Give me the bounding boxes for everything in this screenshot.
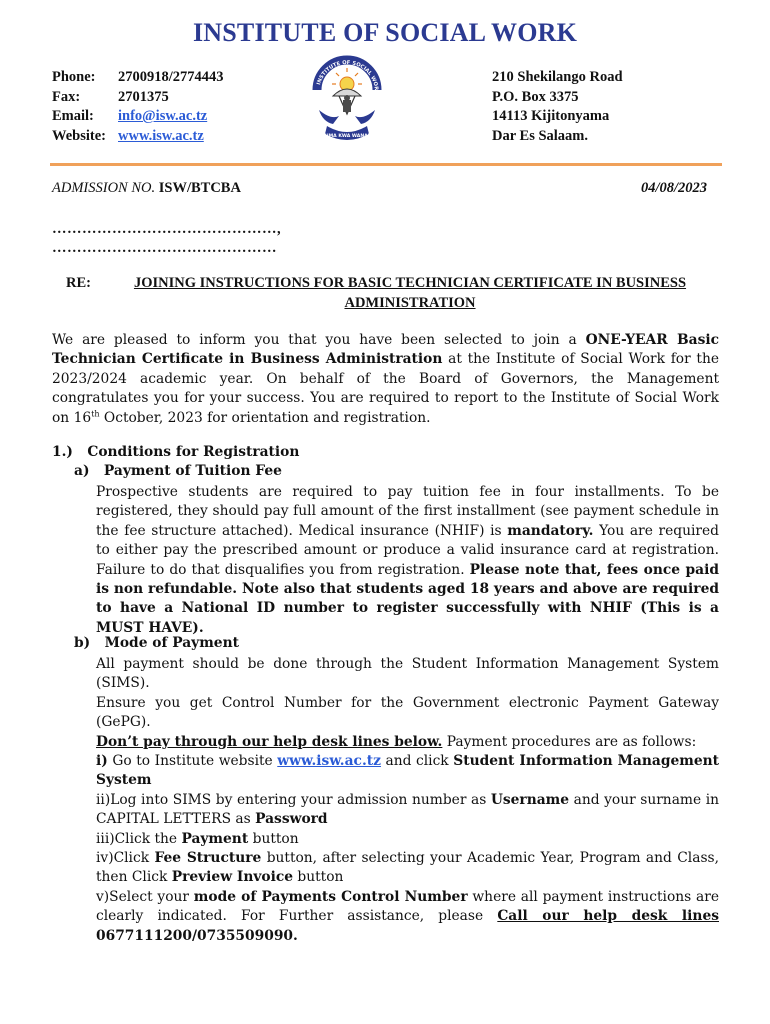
step-2 <box>96 791 719 830</box>
payment-text: Payment procedures are as follows: <box>446 733 697 750</box>
recipient-line: ………………………………………, <box>52 221 282 237</box>
email-label: Email: <box>52 108 94 124</box>
fee-structure-term: Fee Structure <box>154 850 262 867</box>
step-4 <box>96 849 719 888</box>
address-line: P.O. Box 3375 <box>492 88 579 105</box>
fax-number: 2701375 <box>118 88 169 105</box>
tuition-text: Prospective students are required to pay tuition fee in four installments. To be registered, they should pay full amount of the first installment (see payment schedule in the fee structure attached). Medical insurance (NHIF) is <box>96 484 719 539</box>
step-text: button <box>297 869 344 886</box>
tuition-text: You are required to either pay the prescribed amount or produce a valid insurance card at registration. Failure to do that disqualifies you from registration. <box>96 522 719 578</box>
username-term: Username <box>490 791 570 808</box>
header-divider <box>50 163 722 166</box>
subsection-heading-b: b) Mode of Payment <box>74 635 239 651</box>
contact-block <box>52 68 224 146</box>
intro-text: at the Institute of Social Work for the 2023/2024 academic year. On behalf of the Board of Governors, the Management congratulates you for your success. You are required to report to the Institute of Social Work on 16 <box>52 351 720 426</box>
step-text: button, after selecting your Academic Year, Program and Class, then Click <box>96 850 719 886</box>
re-label: RE: <box>66 275 91 291</box>
re-subject: JOINING INSTRUCTIONS FOR BASIC TECHNICIAN CERTIFICATE IN BUSINESS ADMINISTRATION <box>133 275 687 311</box>
institute-logo <box>303 52 391 152</box>
step-text: and your surname in CAPITAL LETTERS as <box>96 791 720 828</box>
institute-title: INSTITUTE OF SOCIAL WORK <box>192 18 578 47</box>
tuition-paragraph <box>96 483 719 638</box>
website-label: Website: <box>52 127 106 144</box>
section-heading: 1.) Conditions for Registration <box>52 444 300 460</box>
step-text: v)Select your <box>96 888 189 905</box>
website-link[interactable]: www.isw.ac.tz <box>118 127 204 144</box>
phone-number: 2700918/2774443 <box>118 69 224 85</box>
step-text: button <box>252 830 299 847</box>
letter-date: 04/08/2023 <box>640 180 707 196</box>
step-number: i) <box>96 753 108 770</box>
address-line: Dar Es Salaam. <box>492 127 589 144</box>
phone-label: Phone: <box>52 69 96 85</box>
logo-motto: HUDUMA KWA WANANCHI <box>313 134 381 139</box>
preview-invoice-term: Preview Invoice <box>171 869 293 886</box>
payment-text: Ensure you get Control Number for the Government electronic Payment Gateway (GePG). <box>96 694 719 731</box>
logo-top-text: INSTITUTE OF SOCIAL WOR <box>316 59 379 91</box>
step-3 <box>96 830 719 849</box>
email-link[interactable]: info@isw.ac.tz <box>118 108 208 124</box>
step-text: iv)Click <box>96 850 150 867</box>
step-1 <box>96 752 719 791</box>
recipient-placeholder <box>52 220 281 258</box>
subject-line <box>66 274 716 313</box>
payment-paragraph <box>96 655 719 946</box>
admission-label: ADMISSION NO. <box>52 180 156 196</box>
intro-text: October, 2023 for orientation and registration. <box>103 409 431 426</box>
recipient-line: ……………………………………… <box>52 240 277 256</box>
payment-procedures-line <box>96 733 719 752</box>
step-5 <box>96 888 719 946</box>
address-block <box>492 68 623 146</box>
program-name: ONE-YEAR Basic Technician Certificate in Business Administration <box>52 332 720 368</box>
address-line: 14113 Kijitonyama <box>492 108 610 124</box>
fax-label: Fax: <box>52 88 81 105</box>
admission-number <box>52 180 241 197</box>
step-text: ii)Log into SIMS by entering your admission number as <box>96 791 487 808</box>
password-term: Password <box>255 811 328 828</box>
mandatory-text: mandatory. <box>507 522 594 539</box>
step-text: iii)Click the <box>96 830 178 847</box>
intro-paragraph <box>52 331 719 428</box>
subsection-heading-a: a) Payment of Tuition Fee <box>74 463 282 479</box>
helpdesk-phone: 0677111200/0735509090. <box>96 927 298 944</box>
intro-text: We are pleased to inform you that you have been selected to join a <box>52 332 577 348</box>
address-line: 210 Shekilango Road <box>492 69 623 85</box>
helpdesk-warning: Don’t pay through our help desk lines below. <box>96 733 443 750</box>
payment-term: Payment <box>181 830 249 847</box>
step-text: Go to Institute website <box>112 753 273 770</box>
sims-name: Student Information Management System <box>96 753 720 789</box>
helpdesk-link[interactable]: Call our help desk lines <box>497 908 719 925</box>
control-number-term: mode of Payments Control Number <box>193 888 468 905</box>
step-text: and click <box>385 753 449 770</box>
payment-text: All payment should be done through the Student Information Management System (SIMS). <box>96 656 719 692</box>
refund-note: Please note that, fees once paid is non refundable. Note also that students aged 18 years and above are required to have a National ID number to register successfully with NHIF (This is a MUST HAVE). <box>96 561 720 636</box>
step-text: where all payment instructions are clearly indicated. For Further assistance, please <box>96 888 719 925</box>
website-link[interactable]: www.isw.ac.tz <box>277 753 381 770</box>
admission-value: ISW/BTCBA <box>158 180 241 196</box>
ordinal-suffix: th <box>91 409 100 419</box>
